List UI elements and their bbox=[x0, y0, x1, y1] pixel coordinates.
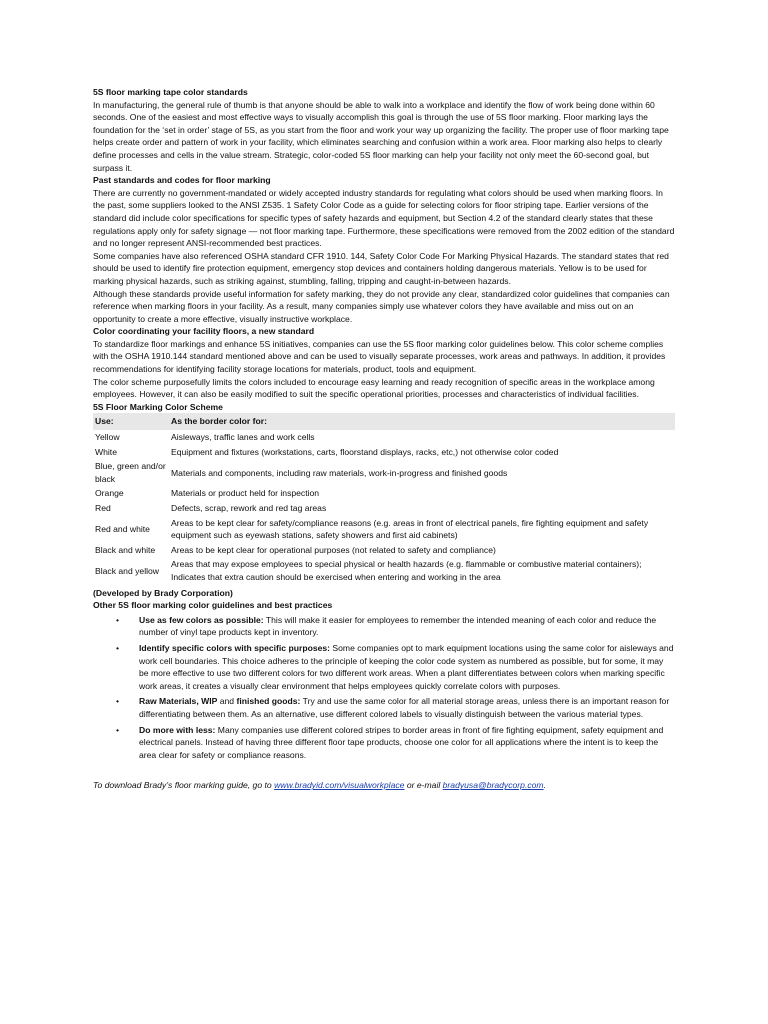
table-row bbox=[93, 486, 675, 501]
section-heading: 5S Floor Marking Color Scheme bbox=[93, 401, 223, 412]
bradyid-visualworkplace-link[interactable]: www.bradyid.com/visualworkplace bbox=[274, 780, 405, 791]
paragraph: To standardize floor markings and enhance 5S initiatives, companies can use the 5S floor marking color guidelines below. This color scheme complies with the OSHA 1910.144 standard mentioned above and can be used to visually separate processes, work areas and pathways. In addition, it provides recommendations for identifying facility storage locations for materials, product, tools and equipment. bbox=[93, 338, 666, 375]
footer-prefix: To download Brady’s floor marking guide, go to bbox=[93, 780, 275, 791]
table-row bbox=[93, 445, 675, 460]
color-cell: Black and yellow bbox=[95, 565, 160, 576]
paragraph: Although these standards provide useful information for safety marking, they do not provide any clear, standardized color guidelines that companies can reference when marking floors in your facility. As a result, many companies simply use whatever colors they have available and miss out on an opportunity to create a more effective, visually instructive workplace. bbox=[93, 288, 670, 324]
item-text: Some companies opt to mark equipment locations using the same color for aisleways and work cell boundaries. This choice adheres to the principle of keeping the color code system as numbered as possible, but for some, it may be more effective to use two different colors for two different work areas. When a plant differentiates between colors when marking specific work areas, it creates a visually clear environment that helps employees quickly correlate colors with purposes. bbox=[139, 642, 674, 691]
list-item bbox=[116, 614, 675, 639]
item-text: Many companies use different colored stripes to border areas in front of fire fighting equipment, safety equipment and electrical panels. Instead of having three different floor tape products, choose one color for all applications where the intent is to keep the area clear for safety or compliance reasons. bbox=[139, 724, 664, 760]
color-cell: Blue, green and/or black bbox=[95, 461, 166, 484]
table-row bbox=[93, 516, 675, 543]
item-lead: Identify specific colors with specific purposes: bbox=[139, 642, 331, 653]
color-cell: Yellow bbox=[95, 432, 120, 443]
section-heading: Color coordinating your facility floors, a new standard bbox=[93, 326, 315, 337]
use-cell: Equipment and fixtures (workstations, carts, floorstand displays, racks, etc,) not otherwise color coded bbox=[171, 446, 559, 457]
use-cell: Materials or product held for inspection bbox=[171, 488, 320, 499]
table-row bbox=[93, 501, 675, 516]
color-cell: Orange bbox=[95, 488, 124, 499]
item-connector: and bbox=[217, 696, 237, 707]
color-cell: White bbox=[95, 446, 117, 457]
document-page bbox=[93, 86, 675, 792]
use-cell: Areas to be kept clear for safety/compliance reasons (e.g. areas in front of electrical panels, fire fighting equipment and safety equipment such as eyewash stations, safety showers and first aid cabinets) bbox=[171, 517, 649, 541]
table-header-row bbox=[93, 413, 675, 430]
use-cell: Areas to be kept clear for operational purposes (not related to safety and compliance) bbox=[171, 544, 496, 555]
color-cell: Red bbox=[95, 503, 111, 513]
bradyusa-email-link[interactable]: bradyusa@bradycorp.com bbox=[442, 780, 544, 791]
footer-suffix: . bbox=[543, 780, 546, 791]
bullet-icon: • bbox=[116, 724, 120, 735]
item-text: This will make it easier for employees to remember the intended meaning of each color and reduce the number of vinyl tape products kept in inventory. bbox=[139, 614, 657, 638]
section-heading: Past standards and codes for floor marking bbox=[93, 175, 271, 186]
table-credit: (Developed by Brady Corporation) bbox=[93, 587, 233, 598]
header-border-color-for: As the border color for: bbox=[169, 413, 675, 430]
paragraph: In manufacturing, the general rule of thumb is that anyone should be able to walk into a workplace and identify the flow of work being done within 60 seconds. One of the easiest and most effective ways to visually accomplish this goal is through the use of 5S floor marking. Floor marking lays the foundation for the ‘set in order’ stage of 5S, as you start from the floor and work your way up organizing the facility. The proper use of floor marking tape helps create order and pattern of work in your facility, which eliminates searching and confusion within a work area. Floor marking also helps to clearly define processes and cells in the value stream. Strategic, color-coded 5S floor marking can help your facility not only meet the 60-second goal, but surpass it. bbox=[93, 99, 669, 173]
table-row bbox=[93, 557, 675, 584]
paragraph: The color scheme purposefully limits the colors included to encourage easy learning and ready recognition of specific areas in the workplace among employees. However, it can also be easily modified to suit the specific operational priorities, processes and characteristics of individual facilities. bbox=[93, 376, 655, 400]
color-cell: Black and white bbox=[95, 544, 156, 555]
bullet-icon: • bbox=[116, 614, 120, 625]
color-cell: Red and white bbox=[95, 523, 150, 534]
paragraph: There are currently no government-mandated or widely accepted industry standards for regulating what colors should be used when marking floors. In the past, some suppliers looked to the ANSI Z535. 1 Safety Color Code as a guide for selecting colors for floor striping tape. Earlier versions of the standard did include color specifications for specific types of safety hazards and equipment, but Section 4.2 of the standard clearly states that these regulations apply only for safety signage — not floor marking tape. Furthermore, these specifications were removed from the 2002 edition of the standard and no longer represent ANSI-recommended best practices. bbox=[93, 187, 675, 249]
item-lead: Use as few colors as possible: bbox=[139, 614, 264, 625]
paragraph: Some companies have also referenced OSHA standard CFR 1910. 144, Safety Color Code For Marking Physical Hazards. The standard states that red should be used to identify fire protection equipment, emergency stop devices and containers holding dangerous materials. Yellow is to be used for marking physical hazards, such as striking against, stumbling, falling, tripping and caught-in-between hazards. bbox=[93, 250, 669, 286]
table-row bbox=[93, 430, 675, 445]
section-heading: 5S floor marking tape color standards bbox=[93, 87, 248, 97]
bullet-icon: • bbox=[116, 642, 120, 653]
use-cell: Materials and components, including raw materials, work-in-progress and finished goods bbox=[171, 467, 508, 478]
item-lead-secondary: finished goods: bbox=[236, 696, 301, 707]
table-row bbox=[93, 543, 675, 558]
item-lead: Do more with less: bbox=[139, 724, 216, 735]
color-scheme-table bbox=[93, 413, 675, 584]
item-text: Try and use the same color for all material storage areas, unless there is an important reason for differentiating between them. As an alternative, use different colored labels to visually distinguish between the various material types. bbox=[139, 696, 670, 719]
download-footer bbox=[93, 779, 675, 792]
use-cell: Areas that may expose employees to special physical or health hazards (e.g. flammable or combustive material containers); Indicates that extra caution should be exercised when entering and working in the area bbox=[171, 559, 642, 582]
section-heading: Other 5S floor marking color guidelines and best practices bbox=[93, 600, 333, 611]
list-item bbox=[116, 695, 675, 720]
header-use: Use: bbox=[93, 413, 169, 430]
item-lead: Raw Materials, WIP bbox=[139, 696, 218, 707]
best-practices-list bbox=[93, 614, 675, 762]
use-cell: Defects, scrap, rework and red tag areas bbox=[171, 503, 327, 513]
use-cell: Aisleways, traffic lanes and work cells bbox=[171, 432, 315, 443]
list-item bbox=[116, 642, 675, 692]
list-item bbox=[116, 724, 675, 762]
table-row bbox=[93, 459, 675, 486]
bullet-icon: • bbox=[116, 696, 120, 707]
footer-middle: or e-mail bbox=[404, 780, 443, 791]
